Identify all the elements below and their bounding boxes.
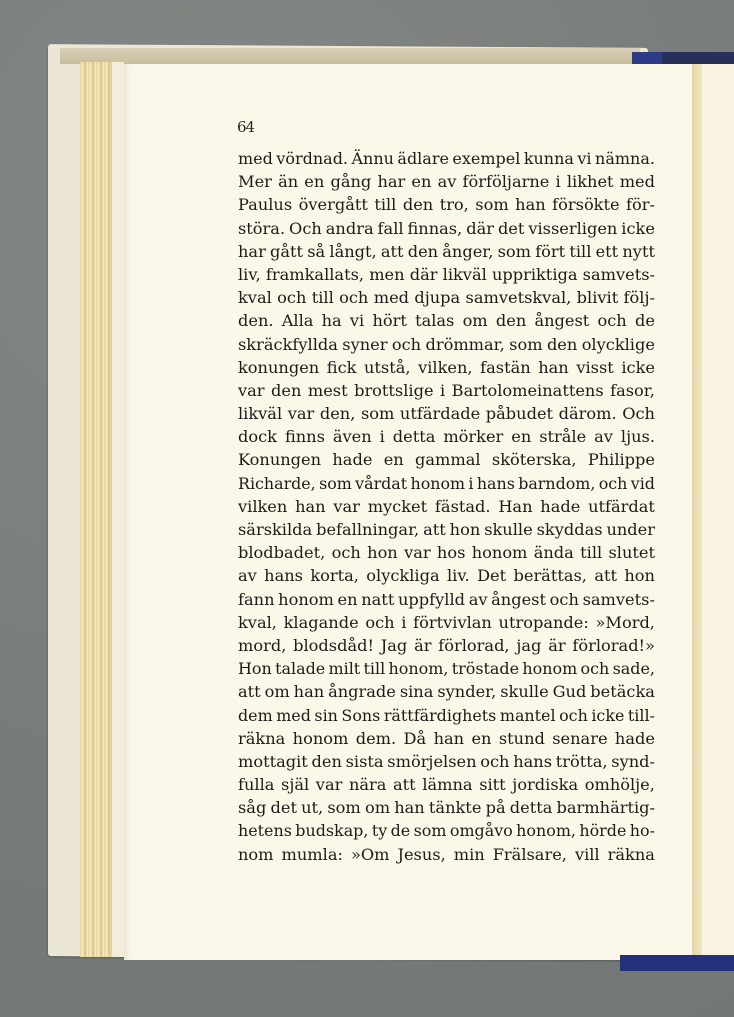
text-line: dem med sin Sons rättfärdighets mantel och icke till- xyxy=(238,705,655,725)
text-line: konungen fick utstå, vilken, fastän han visst icke xyxy=(238,357,655,377)
text-line: av hans korta, olyckliga liv. Det berättas, att hon xyxy=(238,566,655,586)
text-line: räkna honom dem. Då han en stund senare hade xyxy=(238,728,655,748)
text-line: mottagit den sista smörjelsen och hans trötta, synd- xyxy=(238,751,655,771)
text-line: nom mumla: »Om Jesus, min Frälsare, vill räkna xyxy=(238,844,655,864)
text-line: blodbadet, och hon var hos honom ända till slutet xyxy=(238,543,655,563)
text-line: skräckfyllda syner och drömmar, som den olycklige xyxy=(238,334,655,354)
text-line: vilken han var mycket fästad. Han hade utfärdat xyxy=(238,496,655,516)
page-number: 64 xyxy=(237,118,255,136)
text-line: Hon talade milt till honom, tröstade honom och sade, xyxy=(238,659,655,679)
text-line: den. Alla ha vi hört talas om den ångest och de xyxy=(238,311,655,331)
text-line: särskilda befallningar, att hon skulle skyddas under xyxy=(238,520,655,539)
book-gutter xyxy=(692,64,702,960)
text-line: har gått så långt, att den ånger, som fört till ett nytt xyxy=(238,241,655,261)
text-line: Paulus övergått till den tro, som han försökte för- xyxy=(238,195,655,215)
text-line: såg det ut, som om han tänkte på detta barmhärtig- xyxy=(238,798,655,818)
text-line: kval och till och med djupa samvetskval, blivit följ- xyxy=(238,288,655,308)
text-line: Richarde, som vårdat honom i hans barndom, och vid xyxy=(238,473,655,493)
text-line: fulla själ var nära att lämna sitt jordiska omhölje, xyxy=(238,775,655,795)
text-line: med vördnad. Ännu ädlare exempel kunna vi nämna. xyxy=(238,149,655,168)
text-line: kval, klagande och i förtvivlan utropande: »Mord, xyxy=(238,612,655,632)
text-line: liv, framkallats, men där likväl uppriktiga samvets- xyxy=(238,264,655,284)
facing-page-edge xyxy=(702,64,734,960)
text-line: fann honom en natt uppfylld av ångest och samvets- xyxy=(238,589,655,609)
text-line: mord, blodsdåd! Jag är förlorad, jag är förlorad!» xyxy=(238,635,655,655)
bookmark-ribbon-bottom xyxy=(620,955,734,971)
text-line: likväl var den, som utfärdade påbudet därom. Och xyxy=(238,404,655,424)
text-line: att om han ångrade sina synder, skulle Gud betäcka xyxy=(238,682,655,702)
text-line: hetens budskap, ty de som omgåvo honom, hörde ho- xyxy=(238,821,655,841)
book-top-edge xyxy=(60,48,640,64)
text-line: var den mest brottslige i Bartolomeinattens fasor, xyxy=(238,380,655,400)
text-line: dock finns även i detta mörker en stråle av ljus. xyxy=(238,427,655,447)
page-edges xyxy=(80,62,124,957)
text-line: Mer än en gång har en av förföljarne i likhet med xyxy=(238,172,655,192)
body-text xyxy=(238,147,655,866)
text-line: störa. Och andra fall finnas, där det visserligen icke xyxy=(238,218,655,238)
text-line: Konungen hade en gammal sköterska, Philippe xyxy=(238,450,655,470)
